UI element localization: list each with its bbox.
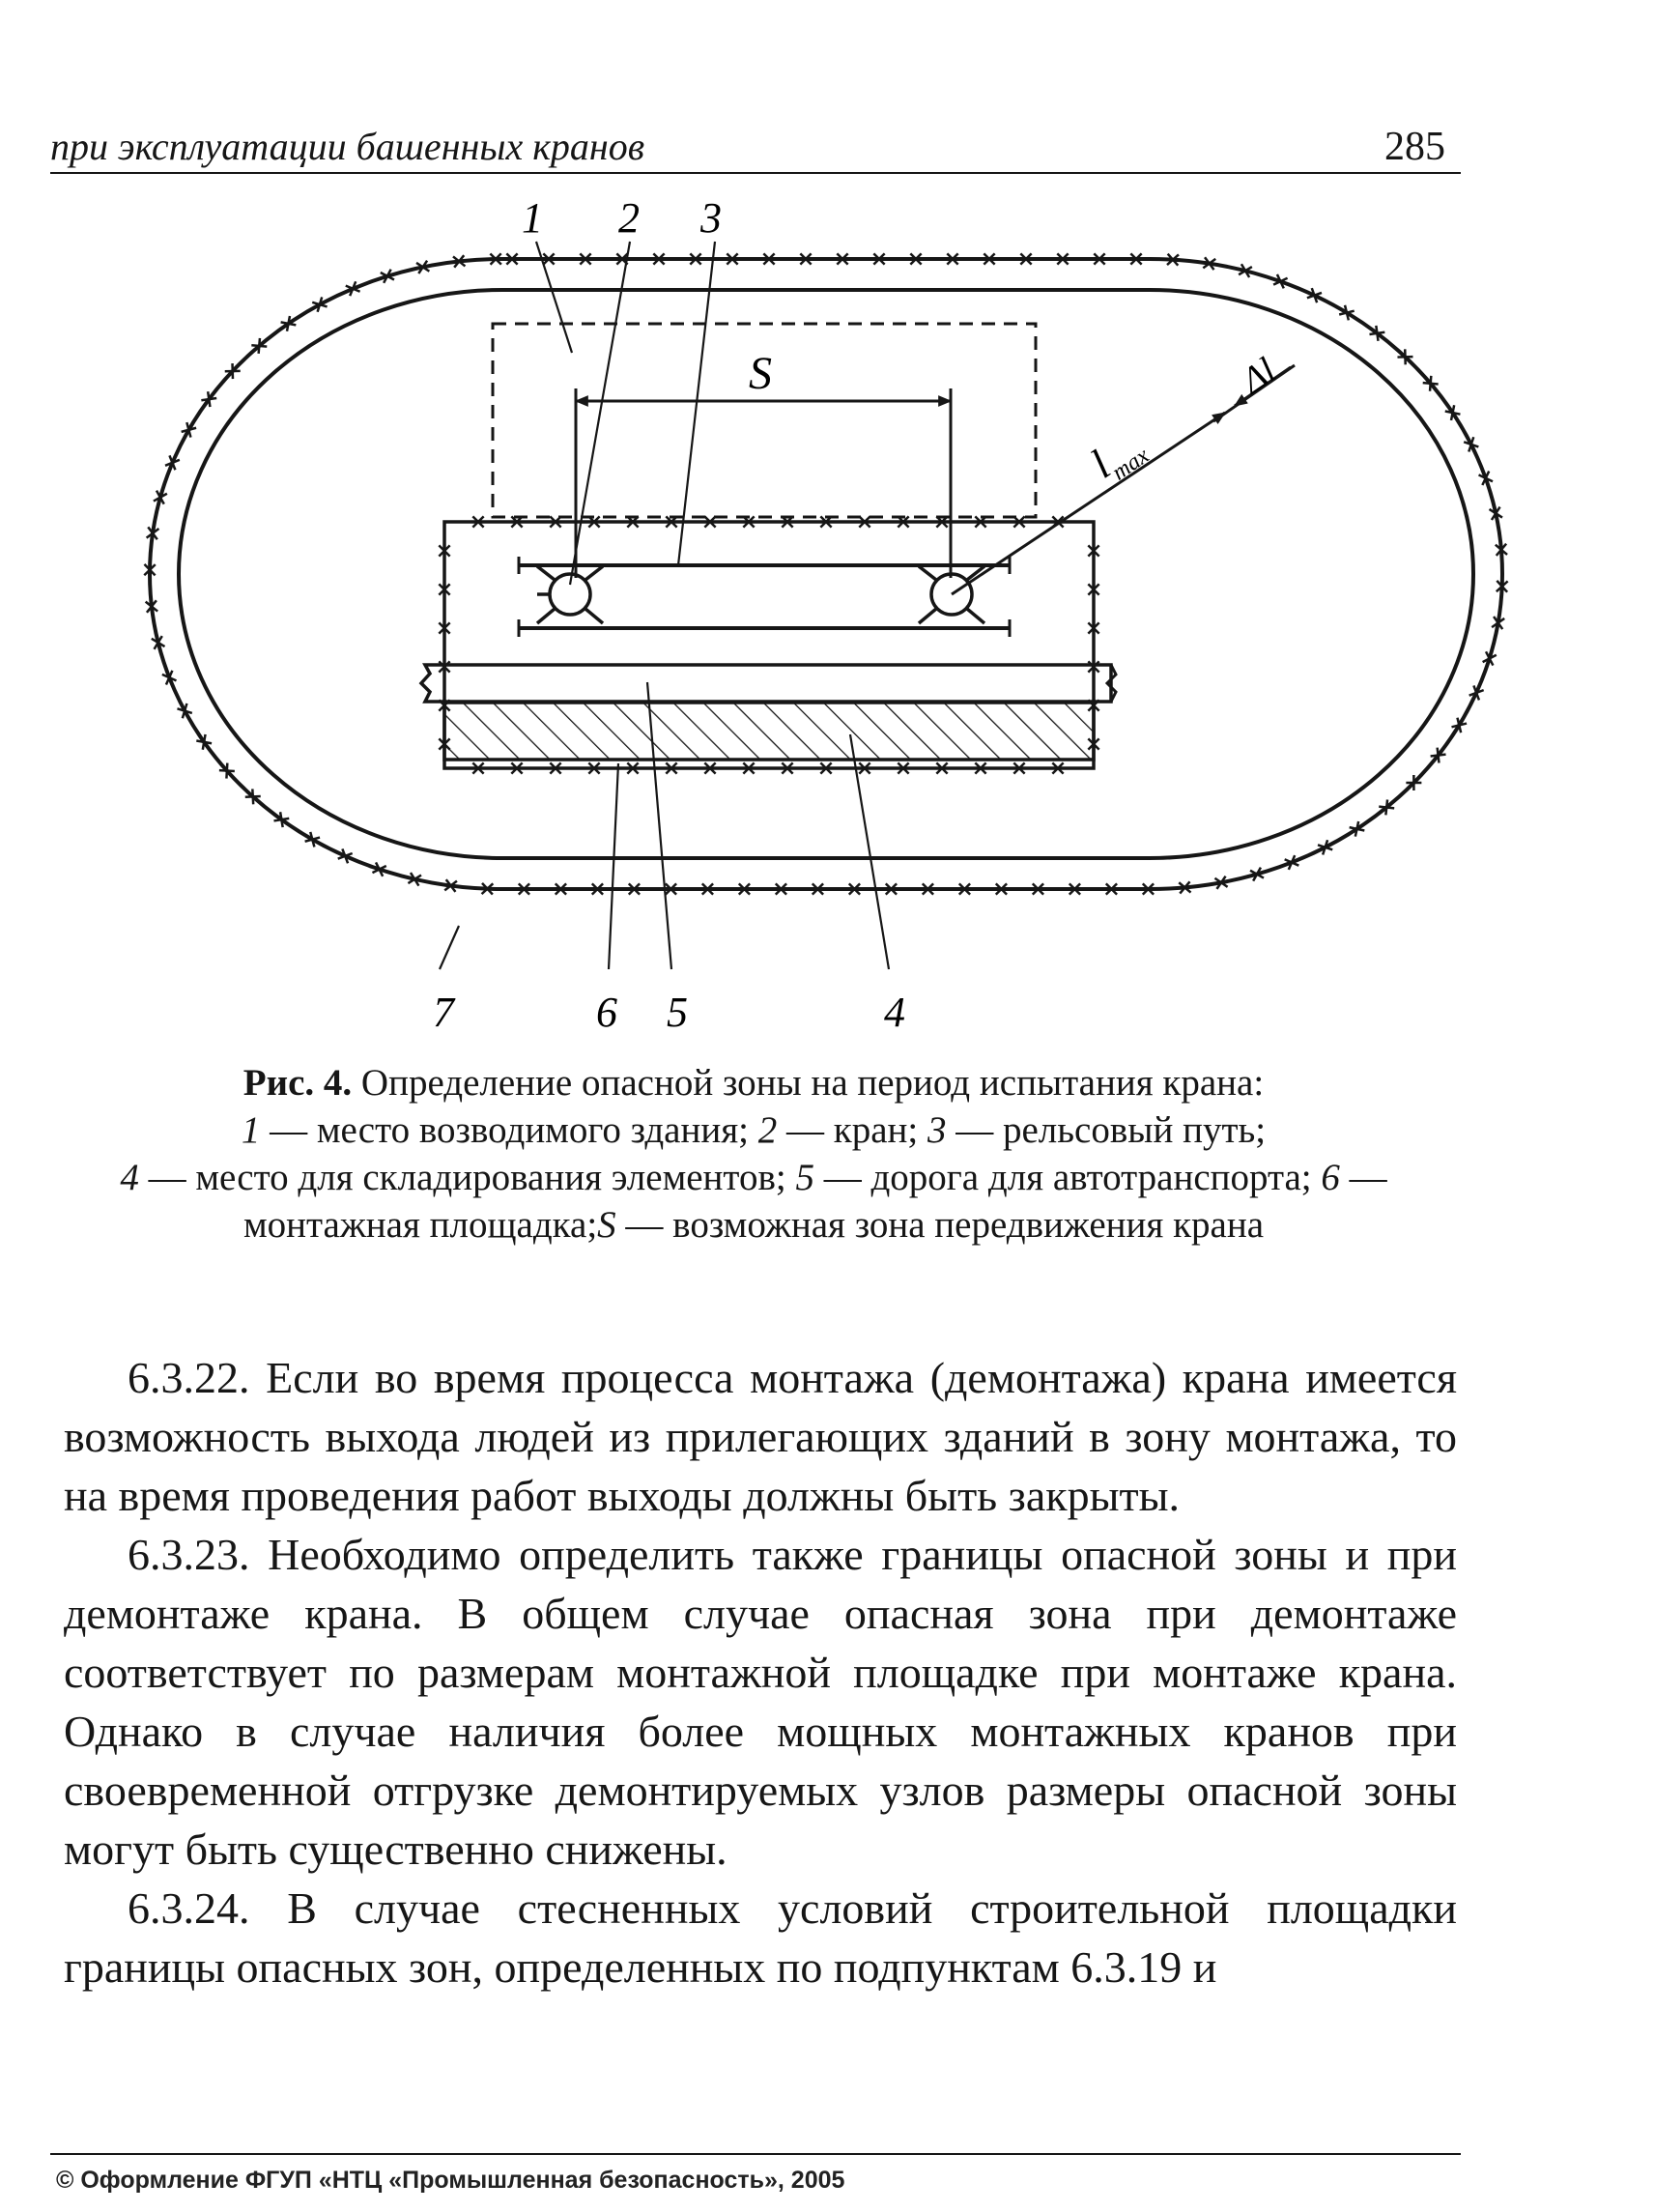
footer-rule <box>50 2153 1461 2155</box>
leader-7 <box>440 926 459 969</box>
caption-num: S <box>597 1204 616 1246</box>
symbol-s: S <box>749 348 772 399</box>
caption-item: — кран; <box>777 1109 927 1151</box>
caption-title: Определение опасной зоны на период испытания крана: <box>352 1062 1265 1104</box>
page-number: 285 <box>1384 125 1445 169</box>
running-title: при эксплуатации башенных кранов <box>50 125 645 168</box>
symbol-delta-l: Δl <box>1234 350 1284 402</box>
callout-7: 7 <box>433 989 454 1036</box>
storage-area <box>444 703 1094 760</box>
body-text <box>64 1348 1457 1997</box>
leader-2 <box>570 242 630 585</box>
crane-left <box>537 566 603 623</box>
crane-danger-zone-figure <box>0 0 1654 1063</box>
caption-num: 4 <box>120 1157 139 1198</box>
figure-caption <box>97 1059 1411 1249</box>
road <box>421 665 1111 702</box>
paragraph-6-3-22: 6.3.22. Если во время процесса монтажа (демонтажа) крана имеется возможность выхода людей из прилегающих зданий в зону монтажа, то на время проведения работ выходы должны быть закрыты. <box>64 1353 1457 1520</box>
l-max-line <box>952 413 1225 594</box>
caption-item: — место для складирования элементов; <box>138 1157 796 1198</box>
leader-6 <box>609 763 618 969</box>
caption-label: Рис. 4. <box>242 1062 353 1104</box>
callout-6: 6 <box>596 989 617 1036</box>
callout-5: 5 <box>667 989 688 1036</box>
paragraph-6-3-23: 6.3.23. Необходимо определить также границы опасной зоны и при демонтаже крана. В общем случае опасная зона при демонтаже соответствует по размерам монтажной площадке при монтаже крана. Однако в случае наличия более мощных монтажных кранов при своевременной отгрузке демонтируемых узлов размеры опасной зоны могут быть существенно снижены. <box>64 1530 1457 1874</box>
caption-num: 1 <box>241 1109 261 1151</box>
caption-num: 2 <box>757 1109 778 1151</box>
outer-fence-ticks <box>144 253 1507 894</box>
callout-3: 3 <box>700 194 722 242</box>
callout-2: 2 <box>618 194 640 242</box>
outer-danger-zone-fence <box>150 259 1502 889</box>
caption-item: — монтажная площадка; <box>242 1157 1387 1246</box>
symbol-l-max: $l_{max}$ <box>1082 441 1155 488</box>
caption-item: — место возводимого здания; <box>260 1109 758 1151</box>
footer-copyright: © Оформление ФГУП «НТЦ «Промышленная безопасность», 2005 <box>56 2167 845 2194</box>
caption-item: — дорога для автотранспорта; <box>813 1157 1322 1198</box>
callout-1: 1 <box>522 194 543 242</box>
paragraph-6-3-24: 6.3.24. В случае стесненных условий строительной площадки границы опасных зон, определенных по подпунктам 6.3.19 и <box>64 1883 1457 1992</box>
caption-item: — рельсовый путь; <box>946 1109 1267 1151</box>
caption-num: 3 <box>927 1109 947 1151</box>
caption-num: 6 <box>1321 1157 1340 1198</box>
callout-4: 4 <box>884 989 905 1036</box>
caption-item: — возможная зона передвижения крана <box>615 1204 1265 1246</box>
caption-num: 5 <box>795 1157 814 1198</box>
